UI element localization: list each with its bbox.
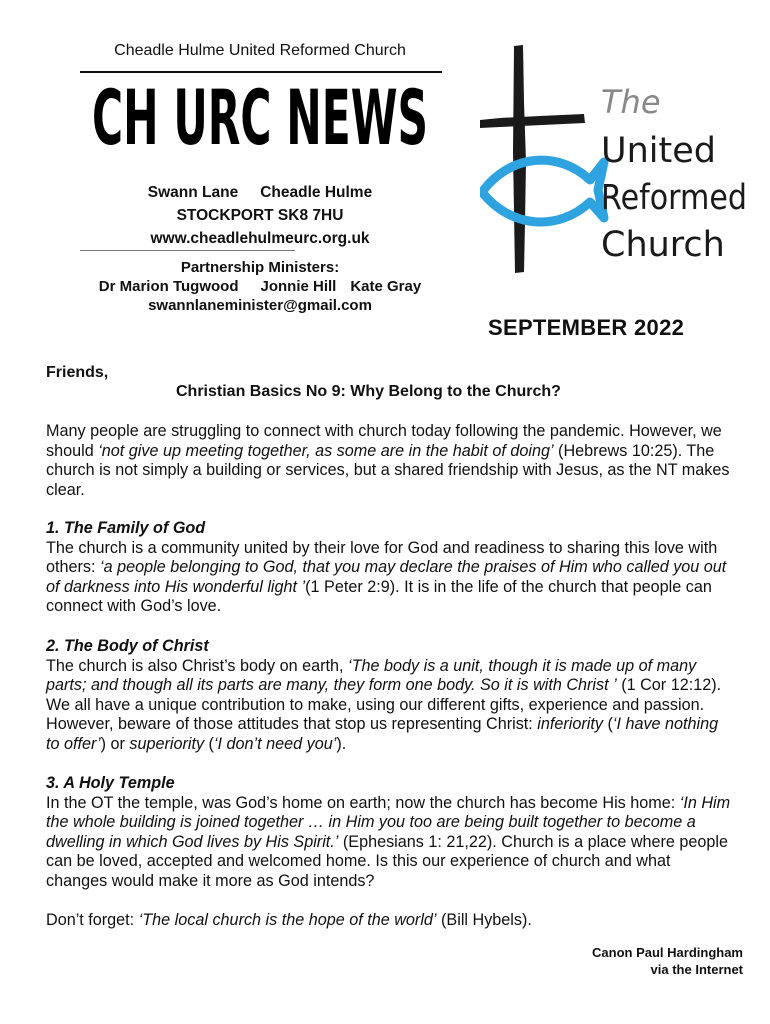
quote: ‘The local church is the hope of the world’ <box>138 911 437 929</box>
section-heading: 2. The Body of Christ <box>46 637 209 655</box>
emphasis: ‘I have nothing to offer’ <box>46 715 719 753</box>
logo-line-reformed: Reformed <box>601 178 747 218</box>
scripture-quote: ‘In Him the whole building is joined together … in Him you too are being built together to become a dwelling in which God lives by His Spirit.’ <box>46 793 731 851</box>
ministers-block <box>70 258 450 315</box>
intro-paragraph <box>46 422 736 500</box>
family-section <box>46 519 736 617</box>
closing-paragraph <box>46 911 736 931</box>
text-run: (1 Peter 2:9). It is in the life of the church that people can connect with God’s love. <box>46 577 712 615</box>
church-address <box>80 181 440 250</box>
address-line-2: STOCKPORT SK8 7HU <box>176 207 344 224</box>
scripture-quote: ‘The body is a unit, though it is made up of many parts; and though all its parts are many, they form one body. So it is with Christ ’ <box>46 656 697 694</box>
scripture-quote: ‘not give up meeting together, as some are in the habit of doing’ <box>98 441 554 460</box>
scripture-quote: ‘a people belonging to God, that you may declare the praises of Him who called you out of darkness into His wonderful light ’ <box>46 558 727 596</box>
body-section <box>46 637 736 754</box>
greeting: Friends, <box>46 364 109 381</box>
text-run: In the OT the temple, was God’s home on earth; now the church has become His home: <box>46 793 680 812</box>
website-link[interactable]: www.cheadlehulmeurc.org.uk <box>150 230 370 247</box>
minister-name: Kate Gray <box>350 278 422 295</box>
text-run: The church is also Christ’s body on earth, <box>46 656 349 675</box>
signature <box>592 944 743 978</box>
text-run: ( <box>602 715 613 733</box>
text-run: Many people are struggling to connect with church today following the pandemic. However, we should <box>46 422 722 460</box>
address-rule <box>80 250 295 251</box>
author-name: Canon Paul Hardingham <box>592 945 743 960</box>
minister-name: Jonnie Hill <box>260 278 337 295</box>
urc-logo <box>480 42 770 277</box>
emphasis: superiority <box>129 734 205 753</box>
ministers-names <box>70 277 450 296</box>
ministers-heading: Partnership Ministers: <box>180 259 340 276</box>
text-run: ). <box>336 734 347 753</box>
text-run: ( <box>204 734 214 753</box>
author-source: via the Internet <box>650 962 743 977</box>
temple-section <box>46 774 736 891</box>
article-title: Christian Basics No 9: Why Belong to the Church? <box>176 383 561 400</box>
text-run: Don’t forget: <box>46 911 139 929</box>
cross-fish-icon <box>480 45 604 273</box>
logo-line-church: Church <box>601 225 725 265</box>
emphasis: inferiority <box>537 715 603 733</box>
masthead-title: CH URC NEWS <box>92 80 428 160</box>
text-run: ) or <box>100 734 130 753</box>
logo-line-united: United <box>601 131 716 171</box>
text-run: (Ephesians 1: 21,22). Church is a place where people can be loved, accepted and welcomed home. Is this our experience of church and what changes would make it more as God intends? <box>46 832 729 890</box>
text-run: The church is a community united by their love for God and readiness to sharing this love with others: <box>46 538 718 576</box>
section-heading: 1. The Family of God <box>46 519 206 537</box>
header-rule <box>80 71 442 73</box>
text-run: (1 Cor 12:12). We all have a unique contribution to make, using our different gifts, experience and passion. However, beware of those attitudes that stop us representing Christ: <box>46 676 722 733</box>
ministers-email[interactable]: swannlaneminister@gmail.com <box>148 297 372 314</box>
text-run: (Hebrews 10:25). The church is not simply a building or services, but a shared friendship with Jesus, as the NT makes clear. <box>46 441 730 499</box>
logo-line-the: The <box>601 83 661 121</box>
masthead <box>80 80 440 160</box>
emphasis: ‘I don’t need you’ <box>213 734 337 753</box>
address-street: Swann Lane <box>147 184 239 201</box>
issue-date: SEPTEMBER 2022 <box>488 315 685 340</box>
address-line-1 <box>80 181 440 204</box>
minister-name: Dr Marion Tugwood <box>98 278 239 295</box>
address-district: Cheadle Hulme <box>260 184 373 201</box>
text-run: (Bill Hybels). <box>436 911 532 929</box>
section-heading: 3. A Holy Temple <box>46 774 175 792</box>
church-name: Cheadle Hulme United Reformed Church <box>114 42 406 59</box>
